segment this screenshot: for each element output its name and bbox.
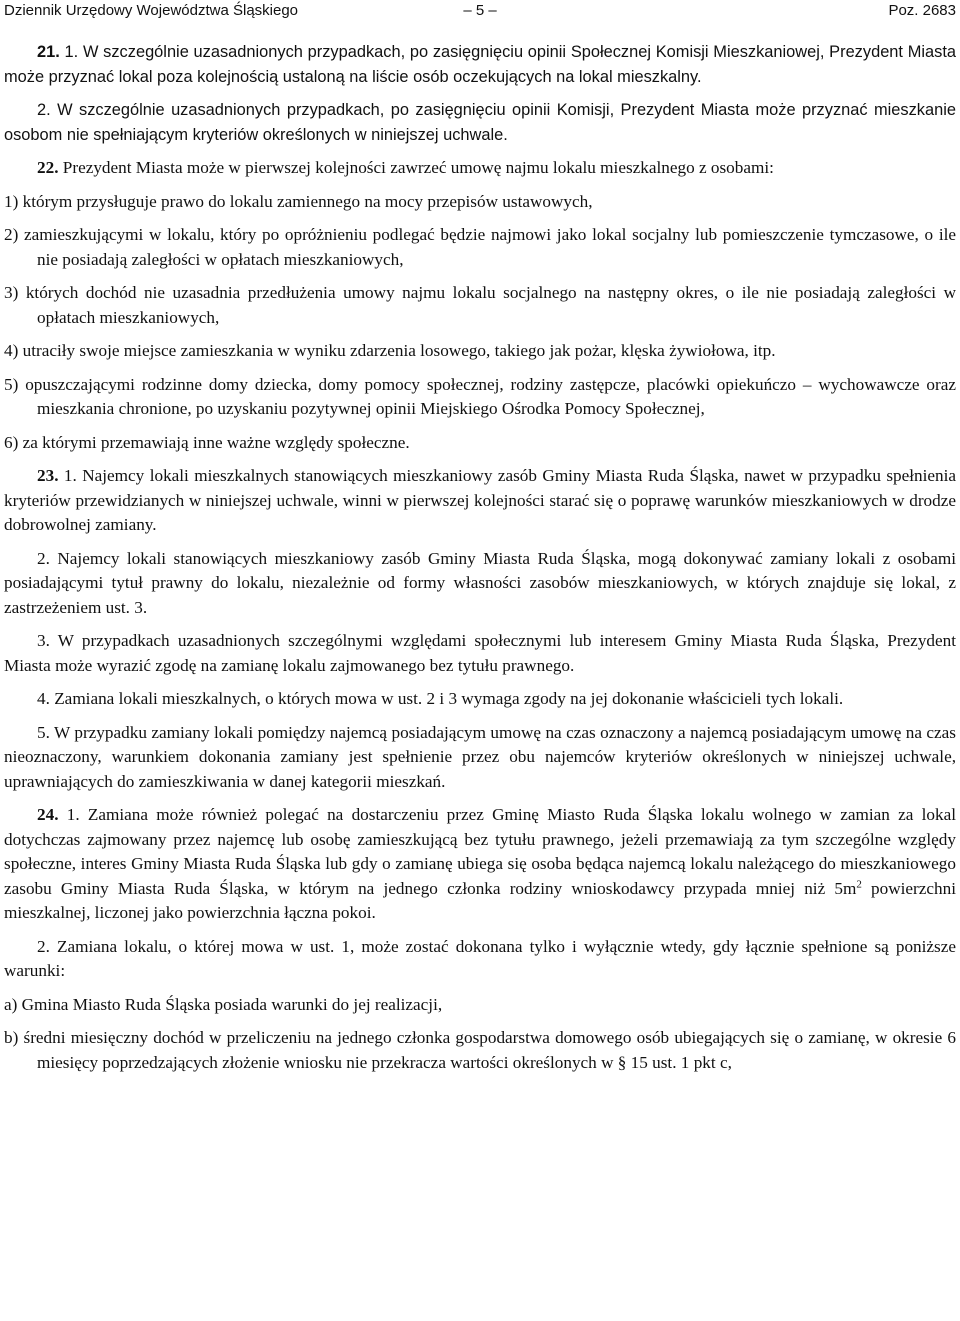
section-24-par-2: 2. Zamiana lokalu, o której mowa w ust. 1, może zostać dokonana tylko i wyłącznie wtedy, gdy łącznie spełnione są poniższe warunki: <box>4 936 956 980</box>
section-21-par-1 <box>4 40 956 89</box>
section-23-par-4: 4. Zamiana lokali mieszkalnych, o których mowa w ust. 2 i 3 wymaga zgody na jej dokonanie właścicieli tych lokali. <box>37 689 844 708</box>
list-item: 4) utraciły swoje miejsce zamieszkania w wyniku zdarzenia losowego, takiego jak pożar, klęska żywiołowa, itp. <box>4 341 776 360</box>
document-body <box>4 40 956 1084</box>
section-22-number: 22. <box>37 158 59 177</box>
list-item: 1) którym przysługuje prawo do lokalu zamiennego na mocy przepisów ustawowych, <box>4 191 593 211</box>
page-header <box>4 2 956 24</box>
list-item: a) Gmina Miasto Ruda Śląska posiada warunki do jej realizacji, <box>4 994 443 1014</box>
section-21-par-2: 2. W szczególnie uzasadnionych przypadkach, po zasięgnięciu opinii Komisji, Prezydent Miasta może przyznać mieszkanie osobom nie spełniającym kryteriów określonych w niniejszej uchwale. <box>4 101 956 144</box>
section-24-par-1 <box>4 803 956 926</box>
section-24-number: 24. <box>37 805 59 824</box>
list-item: 6) za którymi przemawiają inne ważne względy społeczne. <box>4 432 410 452</box>
section-22-intro <box>4 156 956 181</box>
section-24-text-1b: powierzchni mieszkalnej, liczonej jako powierzchnia łączna pokoi. <box>4 878 956 922</box>
list-item: b) średni miesięczny dochód w przeliczeniu na jednego członka gospodarstwa domowego osób ubiegających się o zamianę, w okresie 6 miesięcy poprzedzających złożenie wniosku nie przekracza wartości określonych w § 15 ust. 1 pkt c, <box>4 1028 956 1072</box>
page-number: – 5 – <box>463 2 497 19</box>
journal-title: Dziennik Urzędowy Województwa Śląskiego <box>4 2 299 19</box>
section-22-intro-text: Prezydent Miasta może w pierwszej kolejności zawrzeć umowę najmu lokalu mieszkalnego z osobami: <box>62 158 774 177</box>
position-number: Poz. 2683 <box>888 2 956 19</box>
superscript-2: 2 <box>856 877 862 890</box>
section-23-par-1 <box>4 464 956 538</box>
section-23-text-1: 1. Najemcy lokali mieszkalnych stanowiących mieszkaniowy zasób Gminy Miasta Ruda Śląska, nawet w przypadku spełnienia kryteriów przewidzianych w niniejszej uchwale, winni w pierwszej kolejności starać się o poprawę warunków mieszkaniowych w drodze dobrowolnej zamiany. <box>4 466 957 534</box>
section-23-par-2: 2. Najemcy lokali stanowiących mieszkaniowy zasób Gminy Miasta Ruda Śląska, mogą dokonywać zamiany lokali z osobami posiadającymi tytuł prawny do lokalu, niezależnie od formy własności zasobów mieszkaniowych, w których znajduje się lokal, z zastrzeżeniem ust. 3. <box>4 548 956 617</box>
section-23-number: 23. <box>37 466 59 485</box>
list-item: 3) których dochód nie uzasadnia przedłużenia umowy najmu lokalu socjalnego na następny okres, o ile nie posiadają zaległości w opłatach mieszkaniowych, <box>4 283 956 327</box>
section-21-number: 21. <box>37 43 60 61</box>
section-21-text-1: 1. W szczególnie uzasadnionych przypadkach, po zasięgnięciu opinii Społecznej Komisji Mieszkaniowej, Prezydent Miasta może przyznać lokal poza kolejnością ustaloną na liście osób oczekujących na lokal mieszkalny. <box>4 43 956 86</box>
section-24-text-1a: 1. Zamiana może również polegać na dostarczeniu przez Gminę Miasto Ruda Śląska lokalu wolnego w zamian za lokal dotychczas zajmowany przez najemcę lub osobę zamieszkującą bez tytułu prawnego, jeżeli przemawiają za tym szczególne względy społeczne, interes Gminy Miasta Ruda Śląska lub gdy o zamianę ubiega się osoba będąca najemcą lokalu należącego do mieszkaniowego zasobu Gminy Miasta Ruda Śląska, w którym na jednego członka rodziny wnioskodawcy przypada mniej niż 5m <box>4 805 956 898</box>
section-23-par-3: 3. W przypadkach uzasadnionych szczególnymi względami społecznymi lub interesem Gminy Miasta Ruda Śląska, Prezydent Miasta może wyrazić zgodę na zamianę lokalu zajmowanego bez tytułu prawnego. <box>4 631 956 675</box>
list-item: 5) opuszczającymi rodzinne domy dziecka, domy pomocy społecznej, rodziny zastępcze, placówki opiekuńczo – wychowawcze oraz mieszkania chronione, po uzyskaniu pozytywnej opinii Miejskiego Ośrodka Pomocy Społecznej, <box>4 374 956 418</box>
section-23-par-5: 5. W przypadku zamiany lokali pomiędzy najemcą posiadającym umowę na czas oznaczony a najemcą posiadającym umowę na czas nieoznaczony, warunkiem dokonania zamiany jest spełnienie przez obu najemców kryteriów określonych w niniejszej uchwale, uprawniających do zamieszkiwania w danej kategorii mieszkań. <box>4 722 956 791</box>
list-item: 2) zamieszkującymi w lokalu, który po opróżnieniu podlegać będzie najmowi jako lokal socjalny lub pomieszczenie tymczasowe, o ile nie posiadają zaległości w opłatach mieszkaniowych, <box>4 225 956 269</box>
